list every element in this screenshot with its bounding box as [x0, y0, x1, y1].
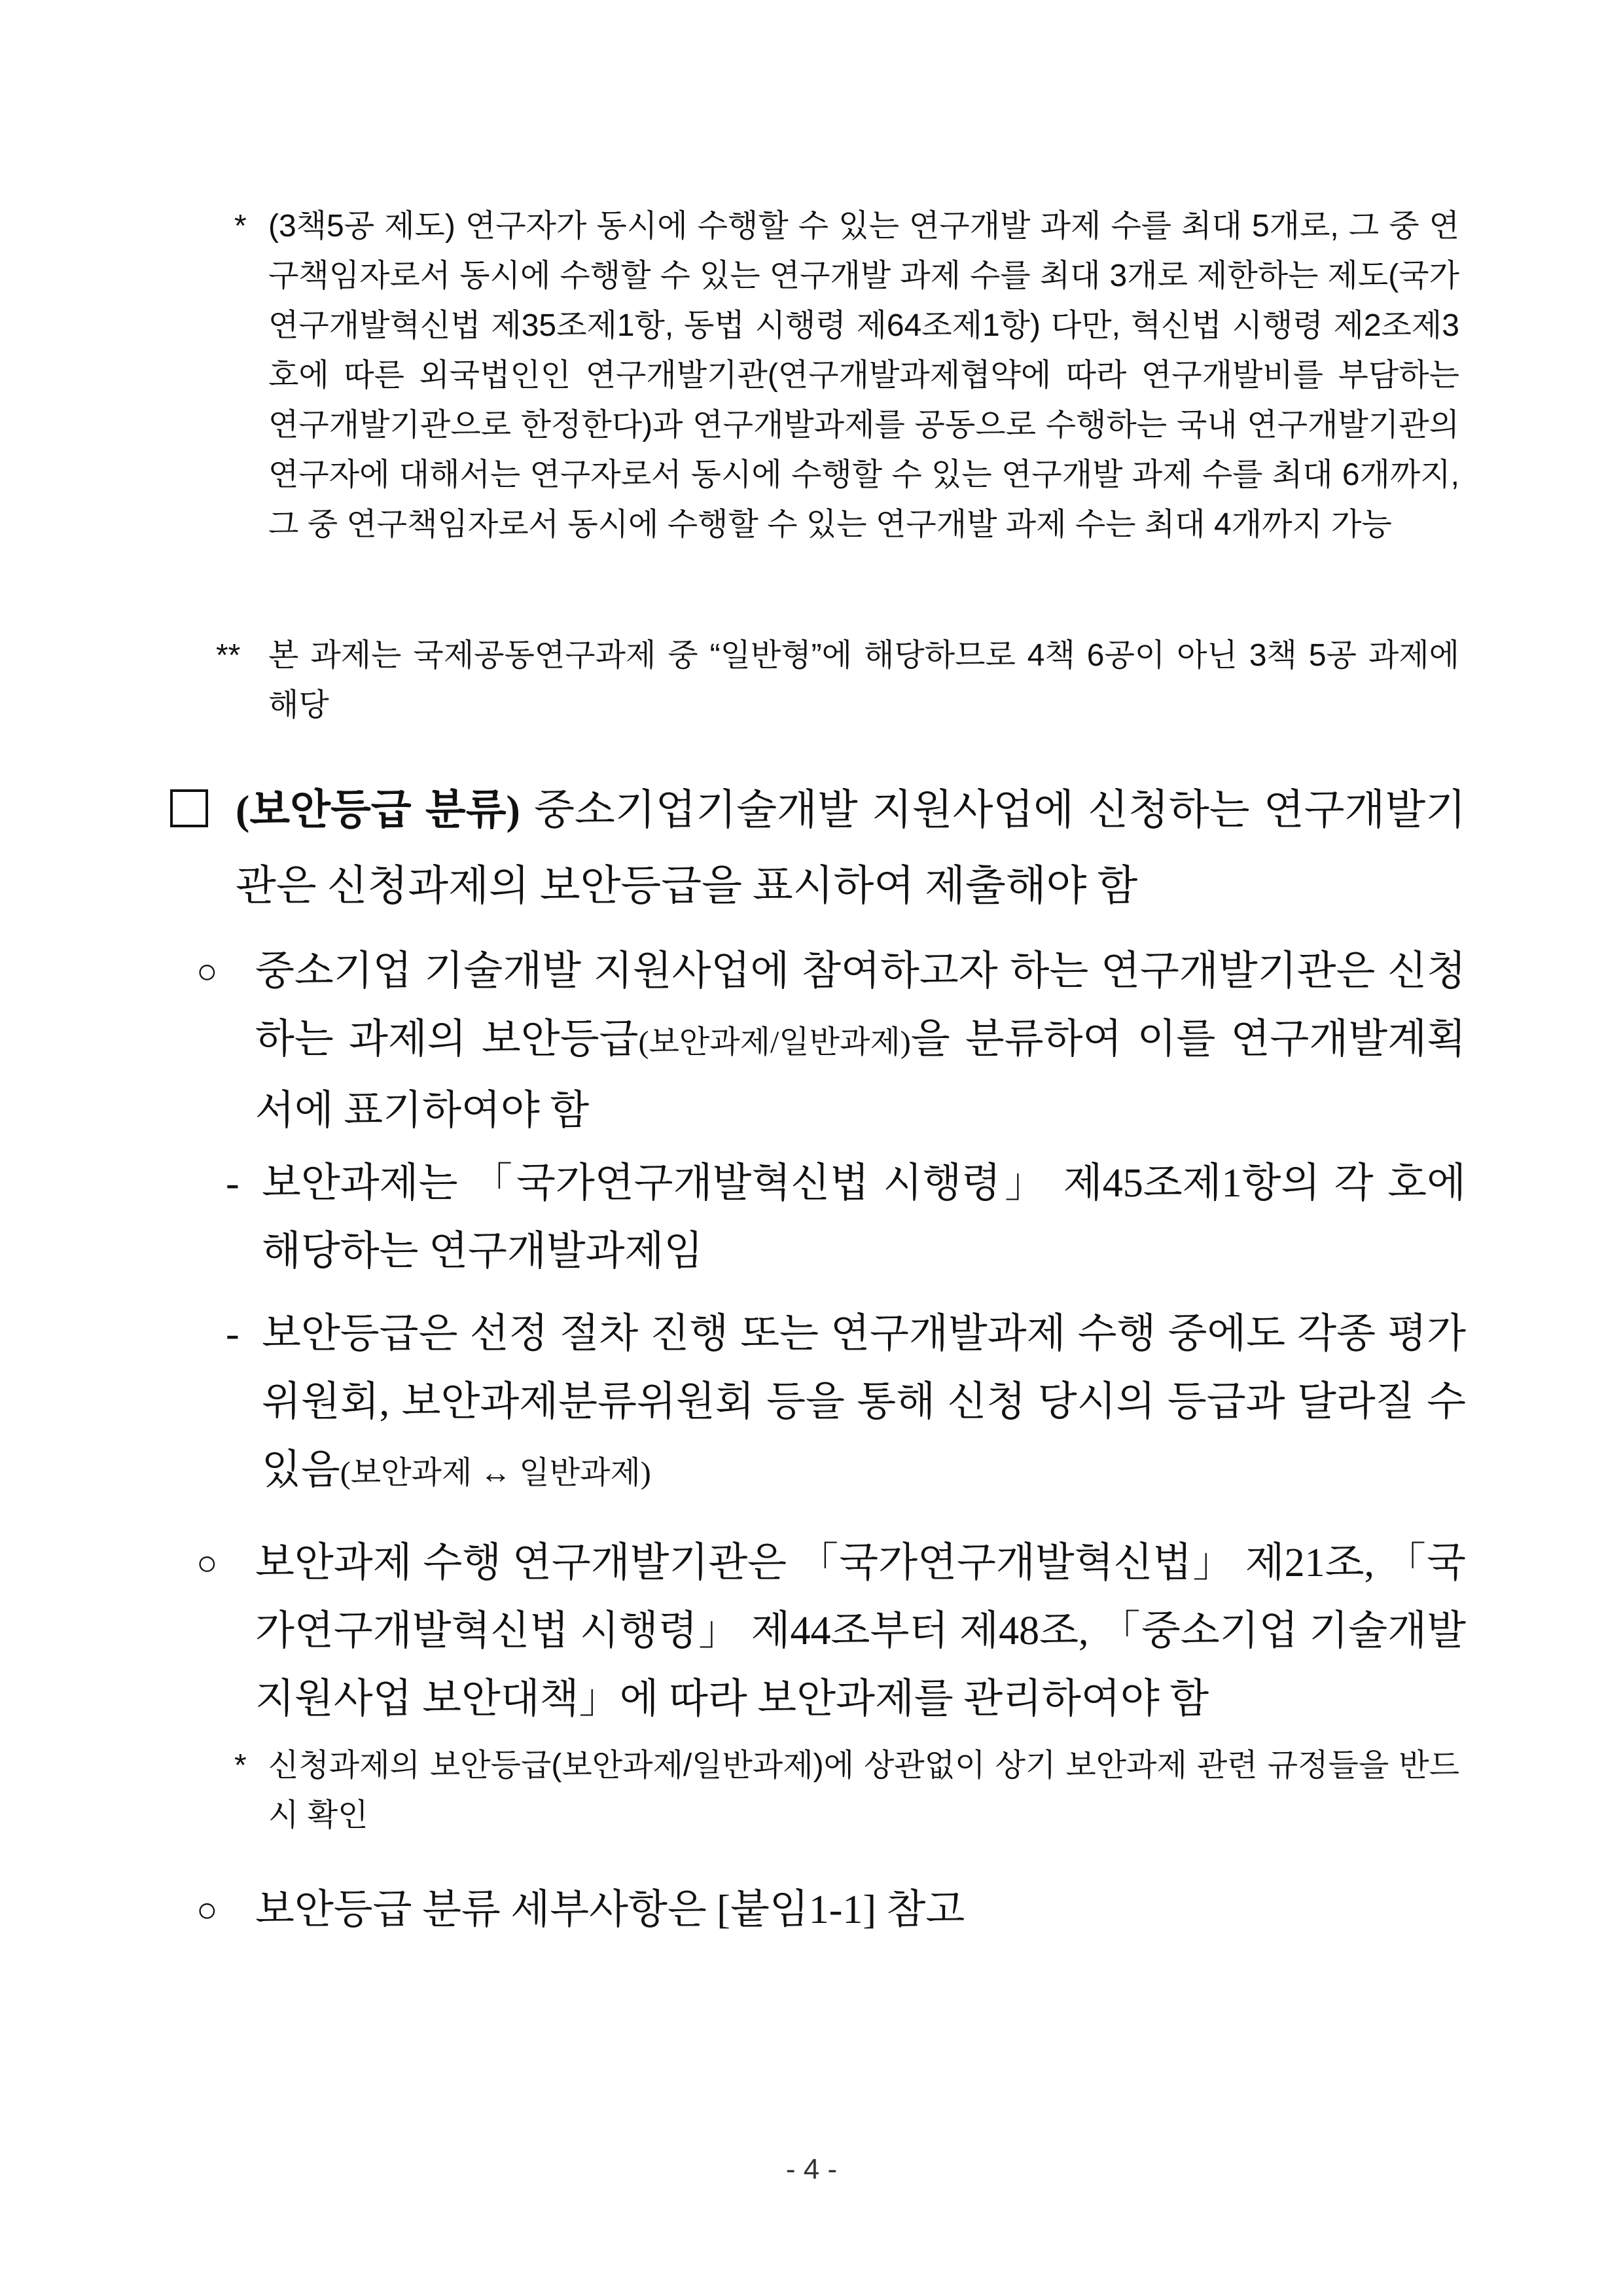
item-manage-security	[196, 1529, 1466, 1733]
sub-marker: -	[226, 1161, 240, 1206]
item-text: 보안등급 분류 세부사항은 [붙임1-1] 참고	[255, 1888, 965, 1932]
item-marker: ○	[196, 1890, 218, 1929]
item-text-before: 중소기업 기술개발 지원사업에 참여하고자 하는 연구개발기관은 신청하는 과제의 보안등급	[255, 949, 1466, 1062]
note-text: 신청과제의 보안등급(보안과제/일반과제)에 상관없이 상기 보안과제 관련 규정들을 반드시 확인	[268, 1748, 1459, 1833]
sub-text: 보안과제는 「국가연구개발혁신법 시행령」 제45조제1항의 각 호에 해당하는 연구개발과제임	[262, 1161, 1466, 1274]
sub-marker: -	[226, 1312, 240, 1356]
note-confirm-regulations	[216, 1741, 1459, 1840]
section-text: 중소기업기술개발 지원사업에 신청하는 연구개발기관은 신청과제의 보안등급을 표시하여 제출해야 함	[236, 787, 1466, 909]
item-classify-security	[196, 937, 1466, 1145]
item-marker: ○	[196, 1543, 218, 1583]
section-lead: (보안등급 분류)	[236, 787, 520, 833]
note-marker: *	[234, 209, 247, 243]
note-marker: *	[234, 1748, 247, 1783]
sub-text-small: (보안과제 ↔ 일반과제)	[340, 1456, 651, 1490]
note-text: 본 과제는 국제공동연구과제 중 “일반형”에 해당하므로 4책 6공이 아닌 3책 5공 과제에 해당	[268, 638, 1459, 723]
note-three-five-rule	[216, 202, 1459, 550]
item-reference-attachment	[196, 1876, 1466, 1944]
sub-security-task-definition	[226, 1149, 1466, 1285]
note-marker: **	[216, 638, 241, 673]
sub-text-main: 보안등급은 선정 절차 진행 또는 연구개발과제 수행 중에도 각종 평가위원회, 보안과제분류위원회 등을 통해 신청 당시의 등급과 달라질 수 있음	[262, 1312, 1466, 1492]
item-text-after: 을 분류하여 이를 연구개발계획서에 표기하여야 함	[255, 1017, 1466, 1133]
sub-grade-change	[226, 1300, 1466, 1507]
note-text: (3책5공 제도) 연구자가 동시에 수행할 수 있는 연구개발 과제 수를 최대 5개로, 그 중 연구책임자로서 동시에 수행할 수 있는 연구개발 과제 수를 최대 3개로 제한하는 제도(국가연구개발혁신법 제35조제1항, 동법 시행령 제64조제1항) 다만, 혁신법 시행령 제2조제3호에 따른 외국법인인 연구개발기관(연구개발과제협약에 따라 연구개발비를 부담하는 연구개발기관으로 한정한다)과 연구개발과제를 공동으로 수행하는 국내 연구개발기관의 연구자에 대해서는 연구자로서 동시에 수행할 수 있는 연구개발 과제 수를 최대 6개까지, 그 중 연구책임자로서 동시에 수행할 수 있는 연구개발 과제 수는 최대 4개까지 가능	[268, 209, 1459, 542]
item-text: 보안과제 수행 연구개발기관은 「국가연구개발혁신법」 제21조, 「국가연구개발혁신법 시행령」 제44조부터 제48조, 「중소기업 기술개발 지원사업 보안대책」에 따라 보안과제를 관리하여야 함	[255, 1541, 1466, 1721]
item-marker: ○	[196, 952, 218, 991]
section-security-classification	[170, 772, 1466, 924]
item-text-small: (보안과제/일반과제)	[638, 1025, 911, 1060]
note-general-type	[216, 631, 1459, 730]
page-number: - 4 -	[785, 2153, 838, 2185]
section-box-icon	[170, 789, 208, 827]
